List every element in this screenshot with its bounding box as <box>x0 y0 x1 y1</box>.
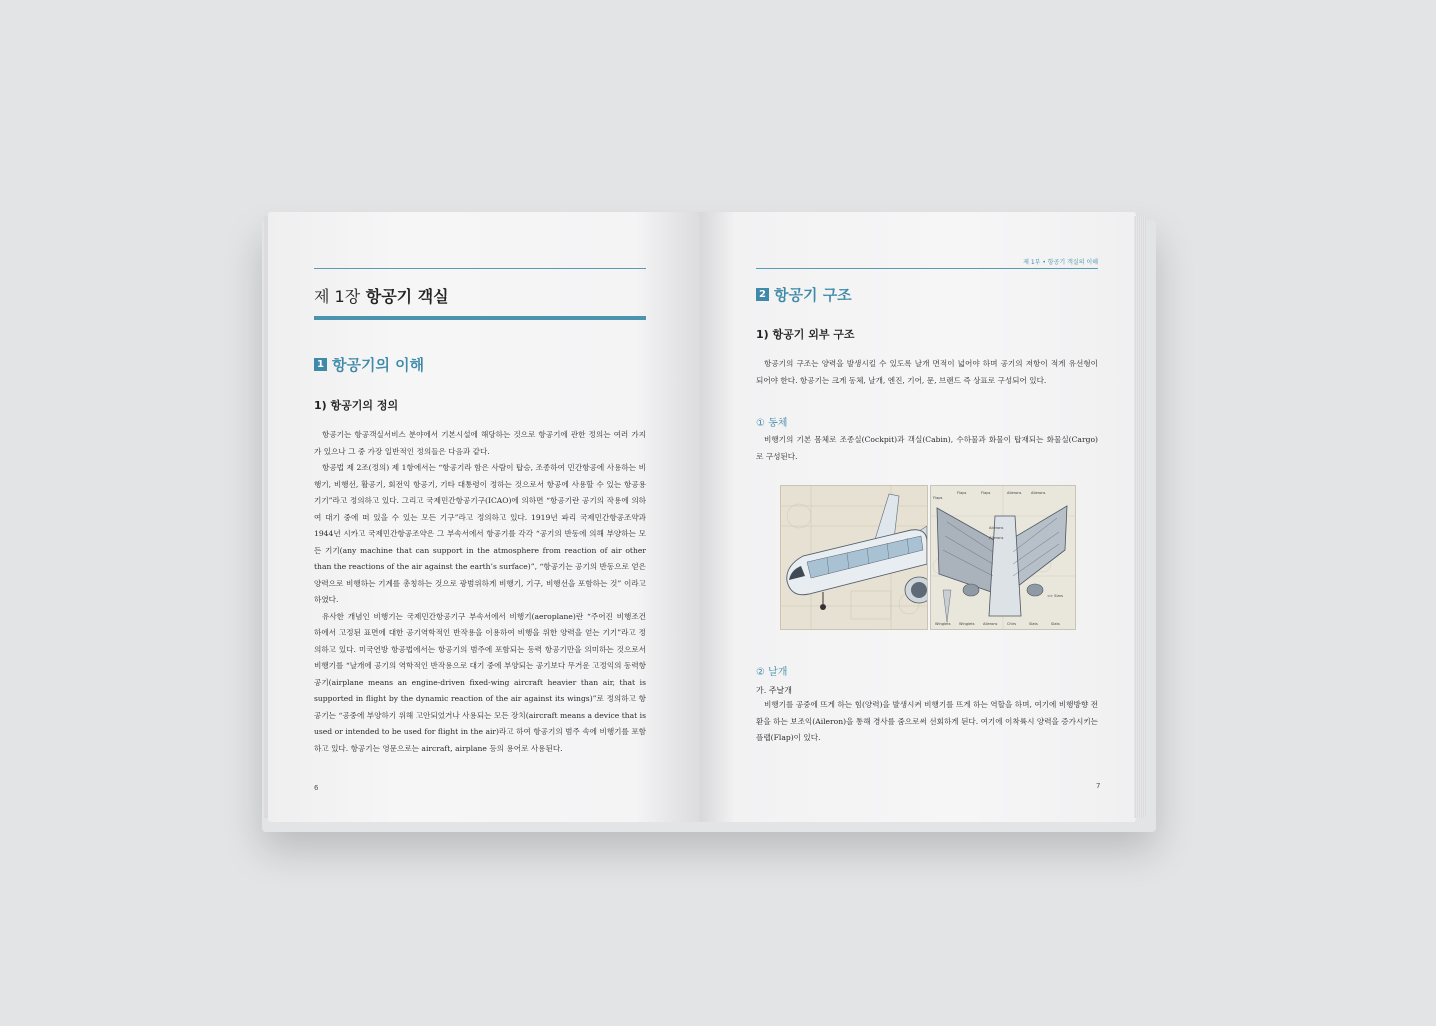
figure-label: Slats <box>1051 622 1060 626</box>
figure-label: Flaps <box>981 491 991 495</box>
fuselage-text <box>756 432 1098 465</box>
intro-text <box>756 356 1098 389</box>
figure-label: Ailerons <box>1007 491 1022 495</box>
left-body-text <box>314 427 646 757</box>
section-heading-1 <box>314 354 424 375</box>
paragraph: 항공기의 구조는 양력을 발생시킬 수 있도록 날개 면적이 넓어야 하며 공기의 저항이 적게 유선형이 되어야 한다. 항공기는 크게 동체, 날개, 엔진, 기어, 문, 브랜드 즉 상표로 구성되어 있다. <box>756 359 1098 385</box>
item-heading-wing: ② 날개 <box>756 667 788 678</box>
paragraph: 항공법 제 2조(정의) 제 1항에서는 “항공기라 함은 사람이 탑승, 조종하여 민간항공에 사용하는 비행기, 비행선, 활공기, 회전익 항공기, 기타 대통령이 정하는 것으로서 항공에 사용할 수 있는 항공용 기기”라고 정의하고 있다. 그리고 국제민간항공기구(ICAO)에 의하면 “항공기란 공기의 작용에 의하여 대기 중에 떠 있을 수 있는 모든 기구”라고 정의하고 있다. 1919년 파리 국제민간항공조약과 1944년 시카고 국제민간항공조약은 그 부속서에서 항공기를 각각 “공기의 반동에 의해 부양하는 모든 기기(any machine that can support in the atmosphere from reaction of air other than the reactions of the air against the earth’s surface)”, “항공기는 공기의 반동으로 얻은 양력으로 비행하는 기계를 총칭하는 것으로 광범위하게 비행기, 기구, 비행선을 포함하는 것” 이라고 하였다. <box>314 463 646 604</box>
header-rule <box>756 268 1098 269</box>
chapter-rule-bottom <box>314 316 646 320</box>
figure-label: Winglets <box>959 622 975 626</box>
figure-label: <> Slars <box>1047 594 1063 598</box>
figure-label: Ailerons <box>1031 491 1046 495</box>
figure-label: Ailerons <box>989 526 1004 530</box>
item-subheading-main-wing: 가. 주날개 <box>756 686 792 695</box>
airliner-drawing <box>781 486 927 629</box>
chapter-rule-top <box>314 268 646 269</box>
figure-label: Chirs <box>1007 622 1017 626</box>
chapter-title <box>314 284 449 307</box>
figure-label: Winglets <box>935 622 951 626</box>
paragraph: 비행기를 공중에 뜨게 하는 힘(양력)을 발생시켜 비행기를 뜨게 하는 역할을 하며, 여기에 비행방향 전환을 하는 보조익(Aileron)을 통해 경사를 줌으로써 선회하게 된다. 여기에 이착륙시 양력을 증가시키는 플랩(Flap)이 있다. <box>756 700 1098 742</box>
section-title: 항공기의 이해 <box>332 356 425 374</box>
running-header: 제 1부 • 항공기 객실의 이해 <box>1023 259 1098 266</box>
paragraph: 항공기는 항공객실서비스 분야에서 기본시설에 해당하는 것으로 항공기에 관한 정의는 여러 가지가 있으나 그 중 가장 일반적인 정의들은 다음과 같다. <box>314 430 646 456</box>
section-title: 항공기 구조 <box>774 286 852 304</box>
subsection-title: 1) 항공기 외부 구조 <box>756 328 855 341</box>
section-number-box: 1 <box>314 358 327 371</box>
figure-label: Flaps <box>957 491 967 495</box>
item-heading-fuselage: ① 동체 <box>756 418 788 429</box>
paragraph: 비행기의 기본 몸체로 조종실(Cockpit)과 객실(Cabin), 수하물과 화물이 탑재되는 화물실(Cargo)로 구성된다. <box>756 435 1098 461</box>
section-heading-2 <box>756 284 852 305</box>
wing-text <box>756 697 1098 747</box>
section-number-box: 2 <box>756 288 769 301</box>
airliner-cutaway-illustration <box>780 485 928 630</box>
page-number-left: 6 <box>314 784 319 792</box>
chapter-name: 항공기 객실 <box>365 287 449 306</box>
figure-label: Ailerons <box>983 622 998 626</box>
wing-drawing <box>931 486 1075 629</box>
wing-diagram-illustration <box>930 485 1076 630</box>
figure-label: Slats <box>1029 622 1038 626</box>
page-number-right: 7 <box>1096 782 1101 790</box>
figure-label: Ailerons <box>989 536 1004 540</box>
subsection-title: 1) 항공기의 정의 <box>314 399 399 412</box>
chapter-number: 제 1장 <box>314 287 361 306</box>
right-page-edge <box>1134 216 1146 818</box>
figure-label: Flaps <box>933 496 943 500</box>
paragraph: 유사한 개념인 비행기는 국제민간항공기구 부속서에서 비행기(aeroplane)란 “주어진 비행조건 하에서 고정된 표면에 대한 공기역학적인 반작용을 이용하여 비행을 위한 양력을 얻는 기기”라고 정의하고 있다. 미국연방 항공법에서는 항공기의 범주에 포함되는 동력 항공기만을 의미하는 것으로서 비행기를 “날개에 공기의 역학적인 반작용으로 대기 중에 부양되는 공기보다 무거운 고정익의 동력항공기(airplane means an engine-driven fixed-wing aircraft heavier than air, that is supported in flight by the dynamic reaction of the air against its wings)”로 정의하고 항공기는 “공중에 부양하기 위해 고안되었거나 사용되는 모든 장치(aircraft means a device that is used or intended to be used for flight in the air)라고 하여 항공기의 범주 속에 비행기를 포함하고 있다. 항공기는 영문으로는 aircraft, airplane 등의 용어로 사용된다. <box>314 611 646 753</box>
